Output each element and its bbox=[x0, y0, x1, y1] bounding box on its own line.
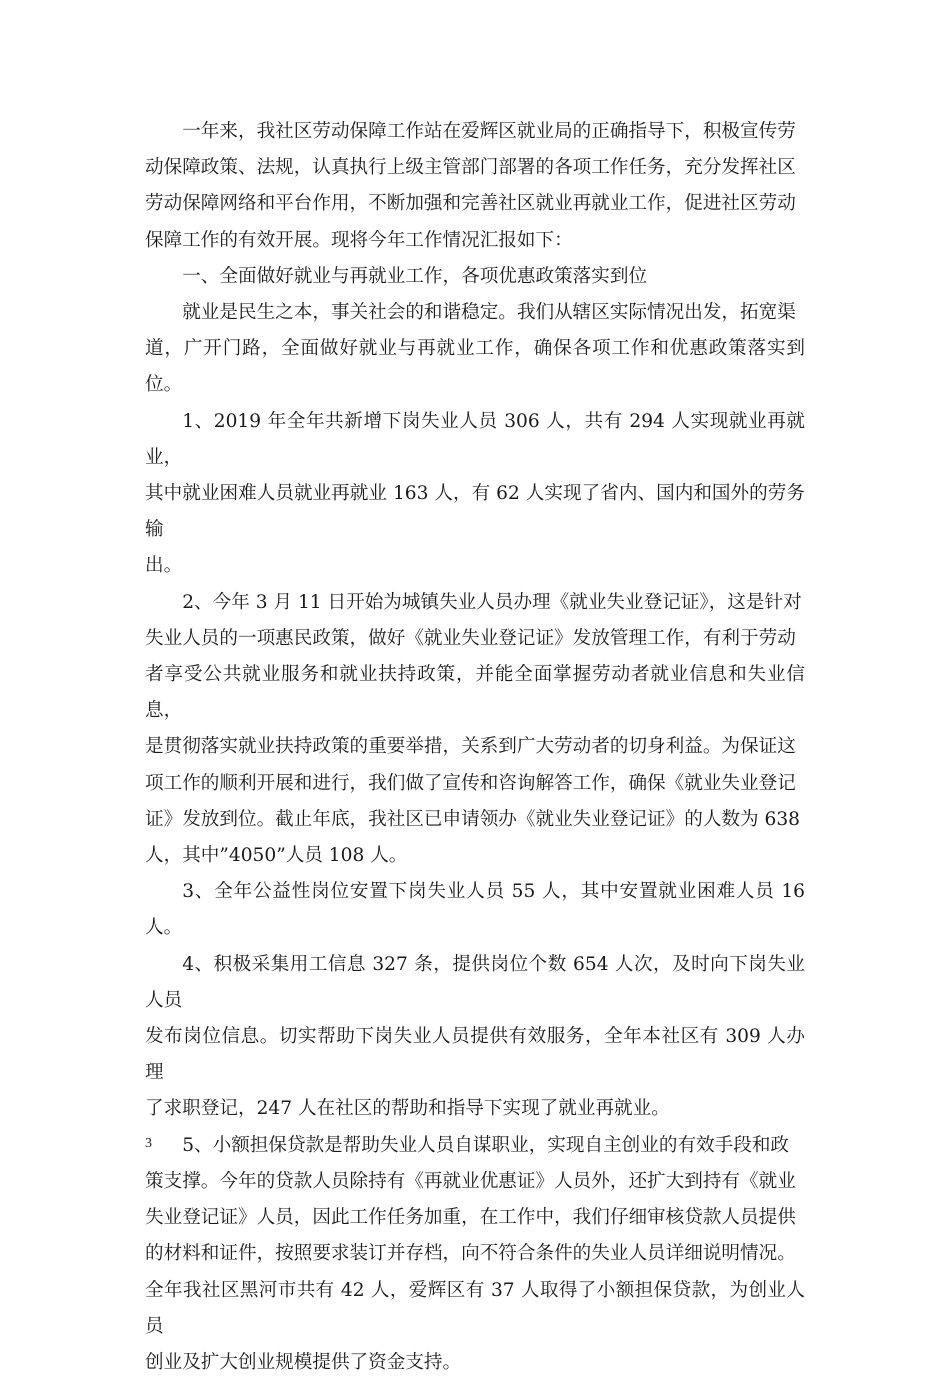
section-heading-1: 一、全面做好就业与再就业工作，各项优惠政策落实到位 bbox=[182, 265, 648, 287]
list-item-5: 5、小额担保贷款是帮助失业人员自谋职业，实现自主创业的有效手段和政 策支撑。今年的贷款人员除持有《再就业优惠证》人员外，还扩大到持有《就业 失业登记证》人员，因此工作任务加重，在工作中，我们仔细审核贷款人员提供 的材料和证件，按照要求装订并存档，向不符合条件的失业人员详细说明情况。 全年我社区黑河市共有 42 人，爱辉区有 37 人取得了小额担保贷款，为创业人员 创业及扩大创业规模提供了资金支持。 bbox=[145, 1134, 805, 1373]
list-item-3: 3、全年公益性岗位安置下岗失业人员 55 人，其中安置就业困难人员 16 人。 bbox=[145, 881, 805, 939]
paragraph-intro: 一年来，我社区劳动保障工作站在爱辉区就业局的正确指导下，积极宣传劳 动保障政策、法规，认真执行上级主管部门部署的各项工作任务，充分发挥社区 劳动保障网络和平台作用，不断加强和完善社区就业再就业工作，促进社区劳动 保障工作的有效开展。现将今年工作情况汇报如下： bbox=[145, 121, 796, 251]
page-number: 3 bbox=[145, 1136, 152, 1151]
list-item-4: 4、积极采集用工信息 327 条，提供岗位个数 654 人次，及时向下岗失业人员 发布岗位信息。切实帮助下岗失业人员提供有效服务，全年本社区有 309 人办理 了求职登记，247 人在社区的帮助和指导下实现了就业再就业。 bbox=[145, 953, 805, 1120]
list-item-2: 2、今年 3 月 11 日开始为城镇失业人员办理《就业失业登记证》，这是针对 失业人员的一项惠民政策，做好《就业失业登记证》发放管理工作，有利于劳动 者享受公共就业服务和就业扶持政策，并能全面掌握劳动者就业信息和失业信息， 是贯彻落实就业扶持政策的重要举措，关系到广大劳动者的切身利益。为保证这 项工作的顺利开展和进行，我们做了宣传和咨询解答工作，确保《就业失业登记 证》发放到位。截止年底，我社区已申请领办《就业失业登记证》的人数为 638 人，其中”4050”人员 108 人。 bbox=[145, 591, 805, 867]
list-item-1: 1、2019 年全年共新增下岗失业人员 306 人，共有 294 人实现就业再就业， 其中就业困难人员就业再就业 163 人，有 62 人实现了省内、国内和国外的劳务输 出。 bbox=[145, 410, 805, 577]
paragraph-employment-overview: 就业是民生之本，事关社会的和谐稳定。我们从辖区实际情况出发，拓宽渠 道，广开门路，全面做好就业与再就业工作，确保各项工作和优惠政策落实到位。 bbox=[145, 302, 805, 396]
document-body bbox=[145, 114, 805, 1381]
